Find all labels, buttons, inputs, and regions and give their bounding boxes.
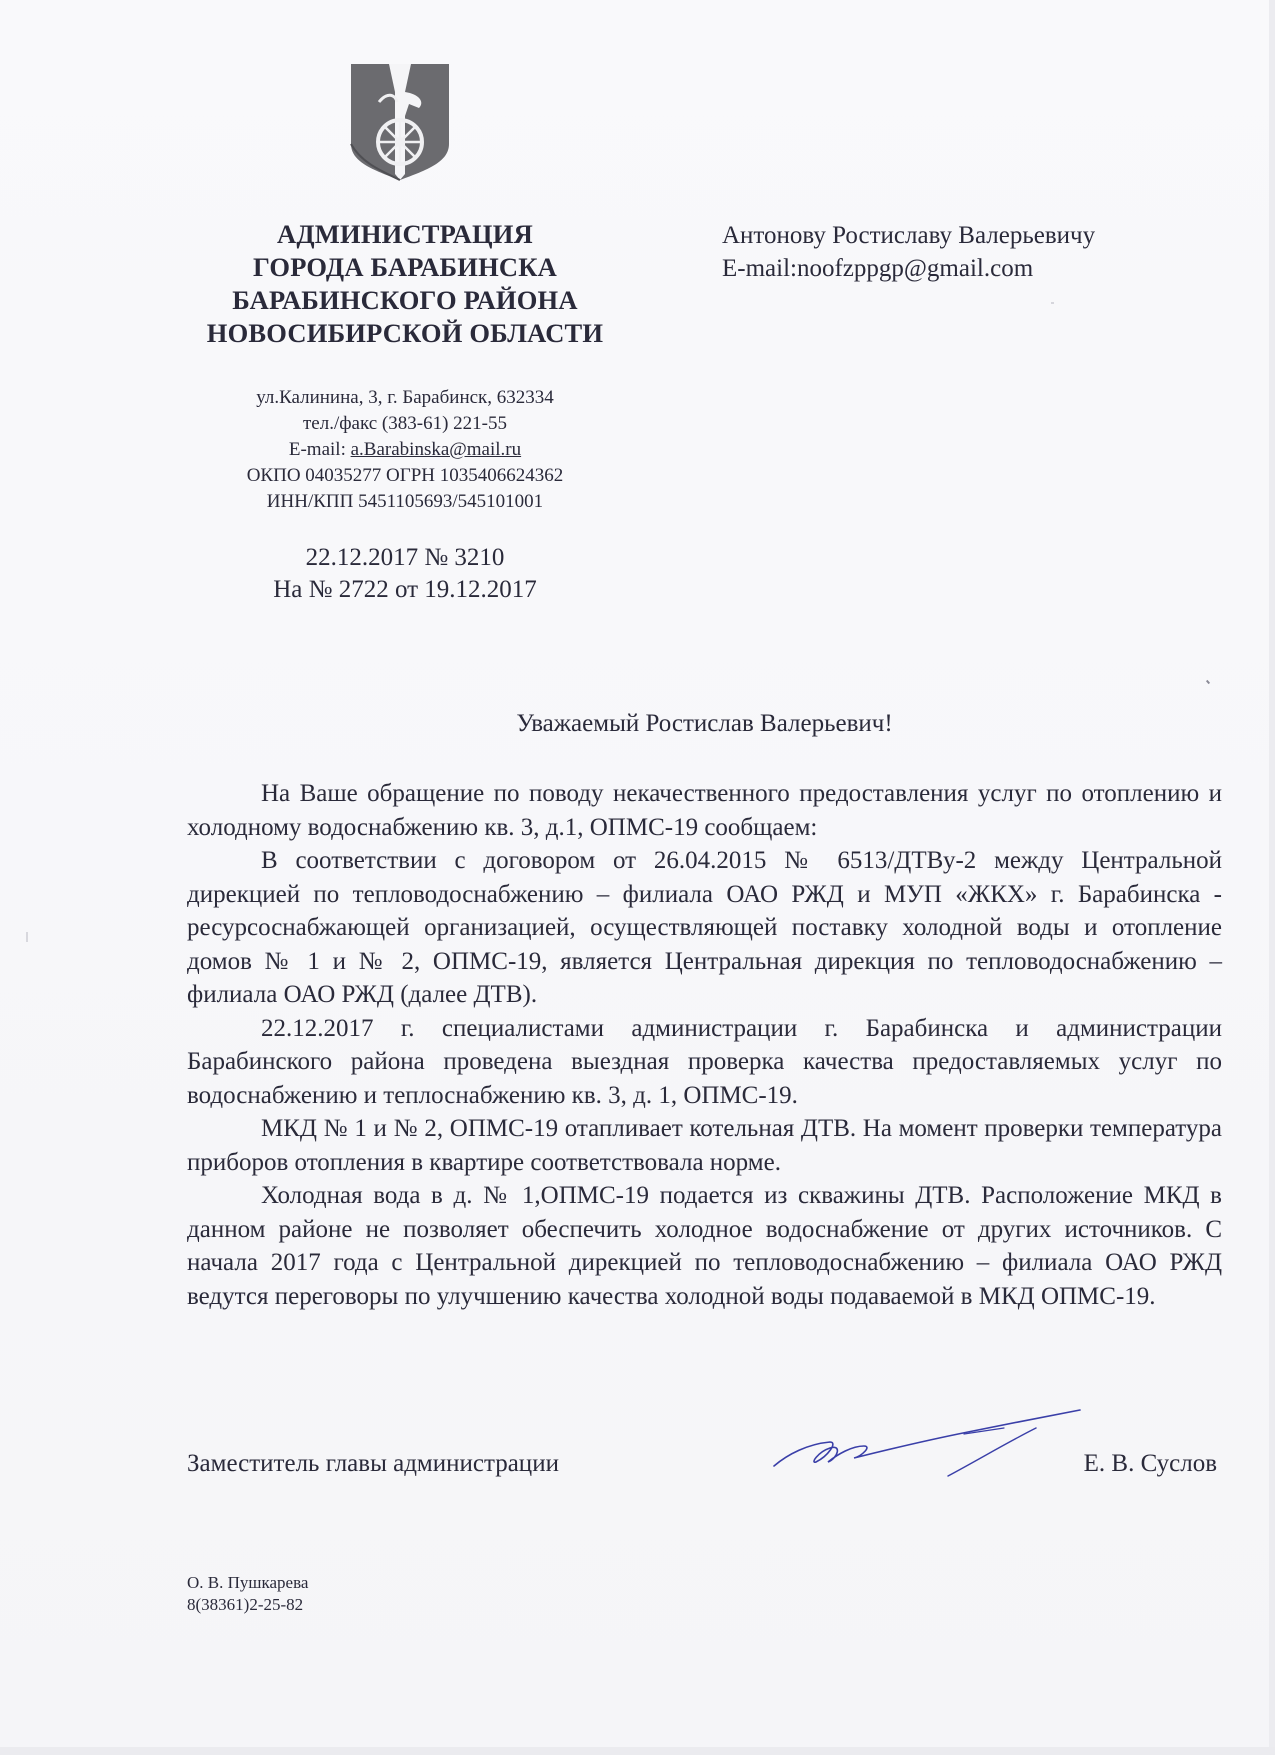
signatory-name: Е. В. Суслов: [1083, 1450, 1217, 1477]
scan-edge: [1269, 0, 1275, 1755]
executor-phone: 8(38361)2-25-82: [187, 1595, 304, 1614]
recipient-block: [722, 219, 1095, 285]
organization-contacts: [160, 385, 650, 515]
body-paragraph: 22.12.2017 г. специалистами администрации г. Барабинска и администрации Барабинского района проведена выездная проверка качества предоставляемых услуг по водоснабжению и теплоснабжению кв. 3, д. 1, ОПМС-19.: [187, 1014, 1222, 1109]
executor-name: О. В. Пушкарева: [187, 1573, 309, 1592]
recipient-name: Антонову Ростиславу Валерьевичу: [722, 222, 1096, 249]
organization-line: ГОРОДА БАРАБИНСКА: [252, 252, 557, 282]
executor-block: [187, 1572, 308, 1616]
email-line: [160, 437, 650, 463]
okpo-ogrn: ОКПО 04035277 ОГРН 1035406624362: [246, 465, 564, 486]
organization-line: БАРАБИНСКОГО РАЙОНА: [232, 285, 578, 315]
address: ул.Калинина, 3, г. Барабинск, 632334: [256, 387, 554, 408]
handwritten-signature: [768, 1398, 1088, 1478]
recipient-email: E-mail:noofzppgp@gmail.com: [722, 255, 1034, 282]
coat-of-arms-icon: [349, 62, 451, 182]
registration-date-number: 22.12.2017 № 3210: [305, 544, 505, 571]
scan-speck: [1051, 302, 1054, 304]
scan-speck: [26, 932, 28, 942]
body-paragraph: МКД № 1 и № 2, ОПМС-19 отапливает котельная ДТВ. На момент проверки температура приборов отопления в квартире соответствовала норме.: [187, 1115, 1222, 1176]
scan-speck: [1206, 680, 1210, 684]
organization-name: [160, 218, 650, 350]
scan-bottom-edge: [0, 1747, 1275, 1755]
body-paragraph: На Ваше обращение по поводу некачественного предоставления услуг по отоплению и холодному водоснабжению кв. 3, д.1, ОПМС-19 сообщаем:: [187, 780, 1222, 841]
signatory-position: Заместитель главы администрации: [187, 1450, 559, 1477]
salutation: Уважаемый Ростислав Валерьевич!: [516, 710, 893, 737]
email-label: E-mail:: [288, 439, 351, 460]
organization-line: АДМИНИСТРАЦИЯ: [277, 219, 533, 249]
email-link[interactable]: a.Barabinska@mail.ru: [350, 439, 522, 460]
body-paragraph: В соответствии с договором от 26.04.2015 № 6513/ДТВу-2 между Центральной дирекцией по тепловодоснабжению – филиала ОАО РЖД и МУП «ЖКХ» г. Барабинска - ресурсоснабжающей организацией, осуществляющей поставку холодной воды и отопление домов № 1 и № 2, ОПМС-19, является Центральная дирекция по тепловодоснабжению – филиала ОАО РЖД (далее ДТВ).: [187, 847, 1222, 1008]
letter-body: [187, 777, 1222, 1313]
reply-reference: На № 2722 от 19.12.2017: [273, 576, 537, 603]
registration-block: [160, 542, 650, 606]
phone-fax: тел./факс (383-61) 221-55: [303, 413, 507, 434]
inn-kpp: ИНН/КПП 5451105693/545101001: [266, 491, 544, 512]
organization-line: НОВОСИБИРСКОЙ ОБЛАСТИ: [206, 318, 604, 348]
body-paragraph: Холодная вода в д. № 1,ОПМС-19 подается из скважины ДТВ. Расположение МКД в данном районе не позволяет обеспечить холодное водоснабжение от других источников. С начала 2017 года с Центральной дирекцией по тепловодоснабжению – филиала ОАО РЖД ведутся переговоры по улучшению качества холодной воды подаваемой в МКД ОПМС-19.: [187, 1182, 1222, 1310]
